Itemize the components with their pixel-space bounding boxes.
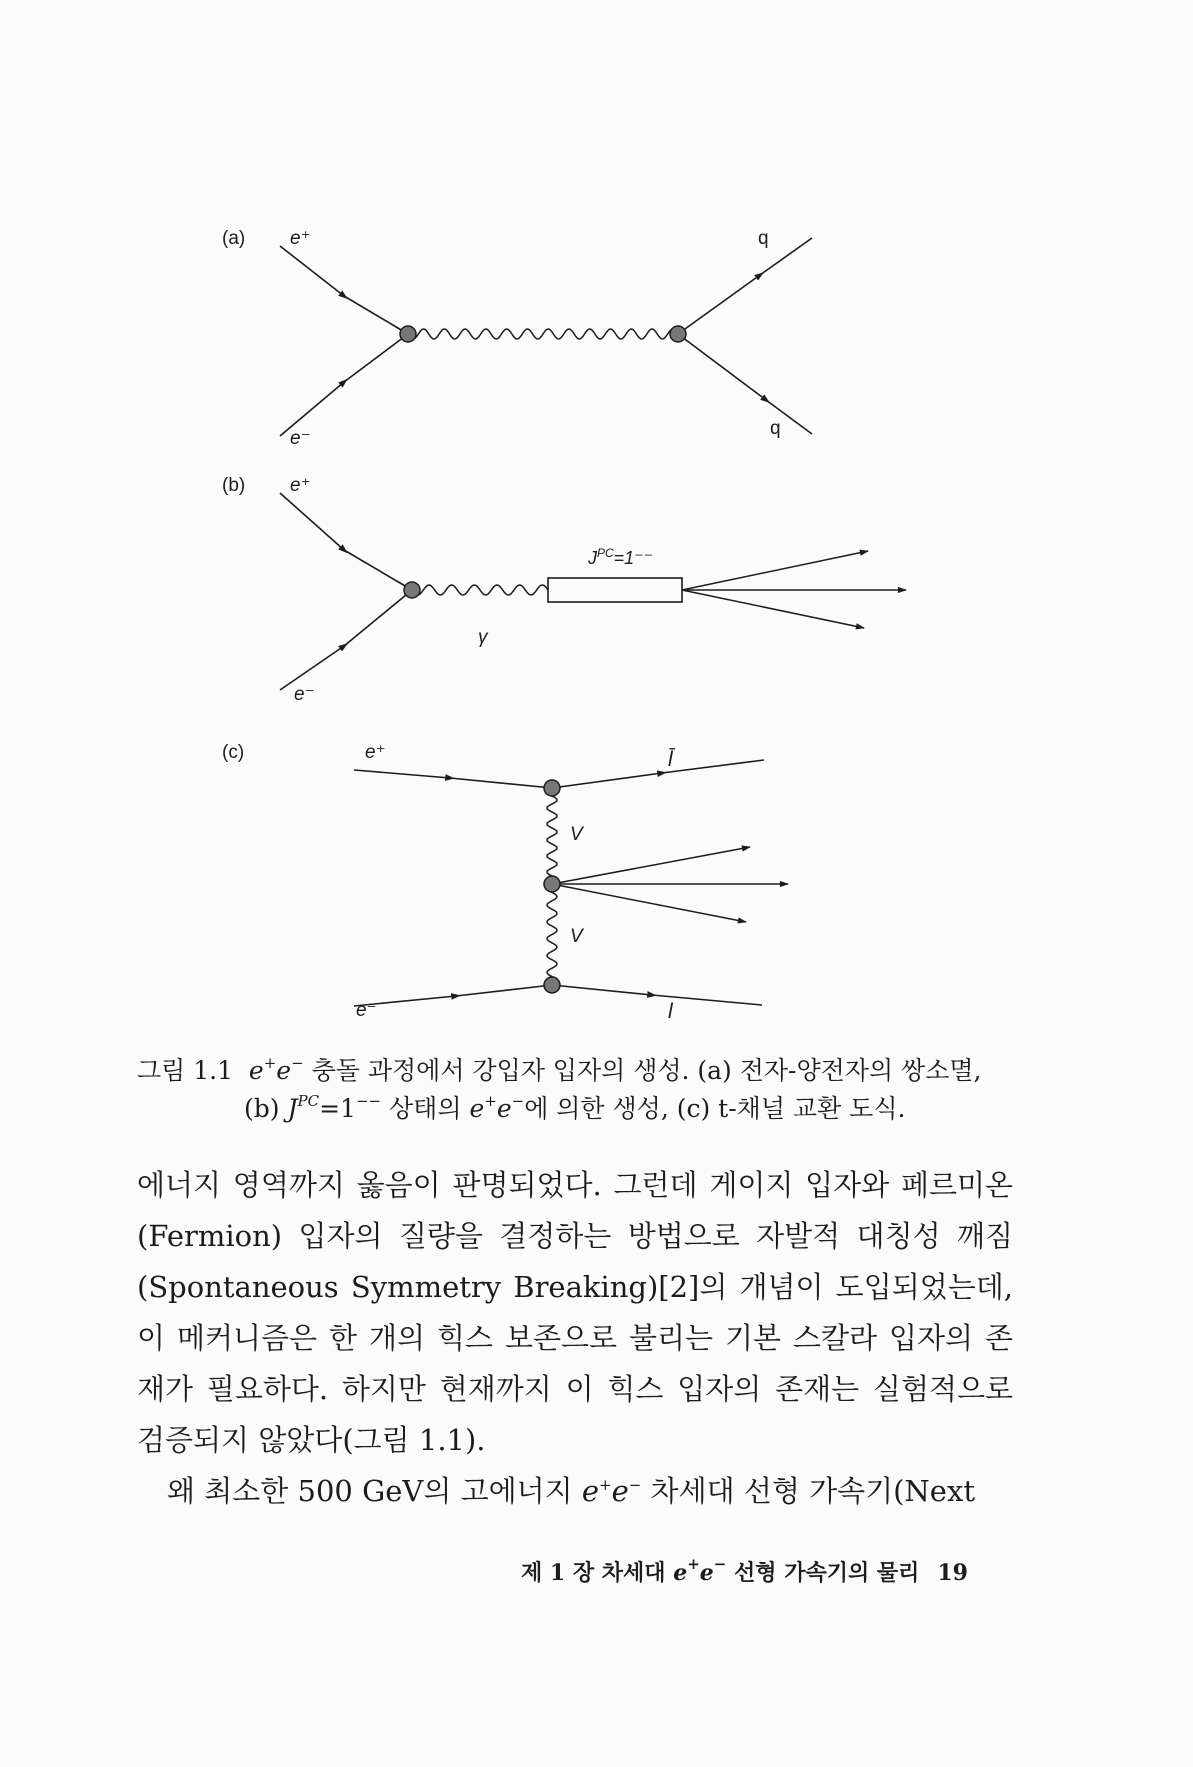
panel-c-vertex-bottom: [544, 977, 560, 993]
panel-c-boson-label-lower: V: [570, 926, 583, 947]
panel-a-positron-line: [344, 296, 408, 334]
caption-line-2: [137, 1090, 1037, 1128]
panel-b-gamma-label: γ: [478, 627, 488, 648]
panel-c-positron-line: [450, 778, 552, 788]
panel-a-electron-line-arrow: [280, 382, 344, 436]
panel-a-electron-label: e⁻: [290, 428, 311, 449]
panel-b-positron-line-arrow: [280, 493, 344, 550]
panel-c-boson-propagator-upper: [547, 788, 557, 884]
panel-c-vertex-top: [544, 780, 560, 796]
panel-a-positron-line-arrow: [280, 246, 344, 296]
panel-c-boson-label-upper: V: [570, 824, 583, 845]
caption-line-1: [137, 1052, 1037, 1090]
panel-c-positron-label: e⁺: [365, 742, 386, 763]
panel-c-antilepton-label: l̄: [668, 748, 673, 771]
body-e2-sup: −: [628, 1476, 642, 1494]
footer-e1-sup: +: [687, 1555, 700, 1573]
caption-line-1-text: 충돌 과정에서 강입자 입자의 생성. (a) 전자-양전자의 쌍소멸,: [303, 1056, 982, 1085]
panel-a-photon-propagator: [408, 329, 678, 339]
footer-e1: e: [673, 1560, 688, 1586]
panel-b-positron-line: [344, 550, 412, 590]
caption-j: J: [287, 1094, 298, 1123]
caption-e3: e: [469, 1094, 485, 1123]
caption-j-sup: PC: [297, 1092, 320, 1110]
body-paragraph-2: [137, 1466, 1013, 1517]
page-number: 19: [937, 1560, 968, 1586]
caption-j-rest-sup: −−: [355, 1092, 382, 1110]
caption-line-2-end: 에 의한 생성, (c) t-채널 교환 도식.: [524, 1094, 906, 1123]
panel-b-resonance-box: [548, 578, 682, 602]
body-e2: e: [611, 1474, 629, 1508]
panel-a-quark-label-top: q: [758, 228, 769, 249]
figure-caption: [137, 1052, 1037, 1128]
caption-prefix: 그림 1.1: [137, 1056, 234, 1085]
caption-e4: e: [496, 1094, 512, 1123]
panel-c-boson-propagator-lower: [547, 884, 557, 985]
panel-a-vertex-left: [400, 326, 416, 342]
panel-c-lepton-label: l: [668, 1000, 673, 1023]
panel-a-quark-line-bottom-arrow: [678, 334, 766, 400]
panel-b-electron-line: [344, 590, 412, 646]
panel-c-antilepton-line: [662, 760, 764, 773]
panel-b-outgoing-line-upper: [682, 551, 868, 590]
body-e1-sup: +: [599, 1476, 612, 1494]
caption-e2: e: [276, 1056, 292, 1085]
footer-e2: e: [699, 1560, 714, 1586]
panel-c-outgoing-line-lower: [552, 884, 746, 922]
panel-c-positron-line-arrow: [354, 770, 450, 778]
footer-chapter-start: 제 1 장 차세대: [521, 1560, 674, 1586]
panel-a-electron-line: [344, 334, 408, 382]
panel-b-state-label: $J^{PC}=1^{--}$: [588, 546, 654, 568]
panel-b-outgoing-line-lower: [682, 590, 864, 628]
panel-a-quark-line-top-arrow: [678, 275, 760, 334]
panel-b-vertex: [404, 582, 420, 598]
caption-e2-sup: −: [291, 1054, 304, 1072]
caption-line-2-start: (b): [244, 1094, 288, 1123]
caption-j-rest: =1: [319, 1094, 356, 1123]
panel-c-electron-line: [456, 985, 552, 996]
panel-c: [222, 742, 788, 1023]
panel-a-vertex-right: [670, 326, 686, 342]
panel-a-label: (a): [222, 228, 246, 249]
panel-b-electron-label: e⁻: [294, 684, 315, 705]
panel-c-antilepton-line-arrow: [552, 773, 662, 788]
panel-b-positron-label: e⁺: [290, 475, 311, 496]
body-paragraph-2-end: 차세대 선형 가속기(Next: [641, 1474, 975, 1508]
panel-a: [222, 228, 812, 449]
panel-c-outgoing-line-upper: [552, 847, 750, 884]
caption-line-2-mid: 상태의: [381, 1094, 470, 1123]
panel-a-positron-label: e⁺: [290, 228, 311, 249]
body-e1: e: [581, 1474, 600, 1508]
panel-c-label: (c): [222, 742, 245, 763]
panel-c-electron-label: e⁻: [356, 1000, 377, 1021]
caption-e1-sup: +: [263, 1054, 277, 1072]
caption-e1: e: [248, 1056, 264, 1085]
panel-b-label: (b): [222, 475, 246, 496]
body-paragraph-1: 에너지 영역까지 옳음이 판명되었다. 그런데 게이지 입자와 페르미온(Fermion) 입자의 질량을 결정하는 방법으로 자발적 대칭성 깨짐(Spontaneous Symmetry Breaking)[2]의 개념이 도입되었는데, 이 메커니즘은 한 개의 힉스 보존으로 불리는 기본 스칼라 입자의 존재가 필요하다. 하지만 현재까지 이 힉스 입자의 존재는 실험적으로 검증되지 않았다(그림 1.1).: [137, 1168, 1013, 1457]
panel-b-photon-propagator: [412, 585, 548, 595]
panel-c-vertex-middle: [544, 876, 560, 892]
body-text: [137, 1160, 1013, 1517]
footer-e2-sup: −: [713, 1555, 727, 1573]
panel-b: [222, 475, 906, 705]
panel-c-lepton-line-arrow: [552, 985, 652, 995]
footer-chapter-title: 선형 가속기의 물리: [726, 1560, 920, 1586]
caption-e4-sup: −: [511, 1092, 525, 1110]
caption-e3-sup: +: [484, 1092, 497, 1110]
body-paragraph-2-start: 왜 최소한 500 GeV의 고에너지: [167, 1474, 582, 1508]
panel-a-quark-label-bottom: q: [770, 418, 781, 439]
page-footer: [0, 1556, 968, 1587]
